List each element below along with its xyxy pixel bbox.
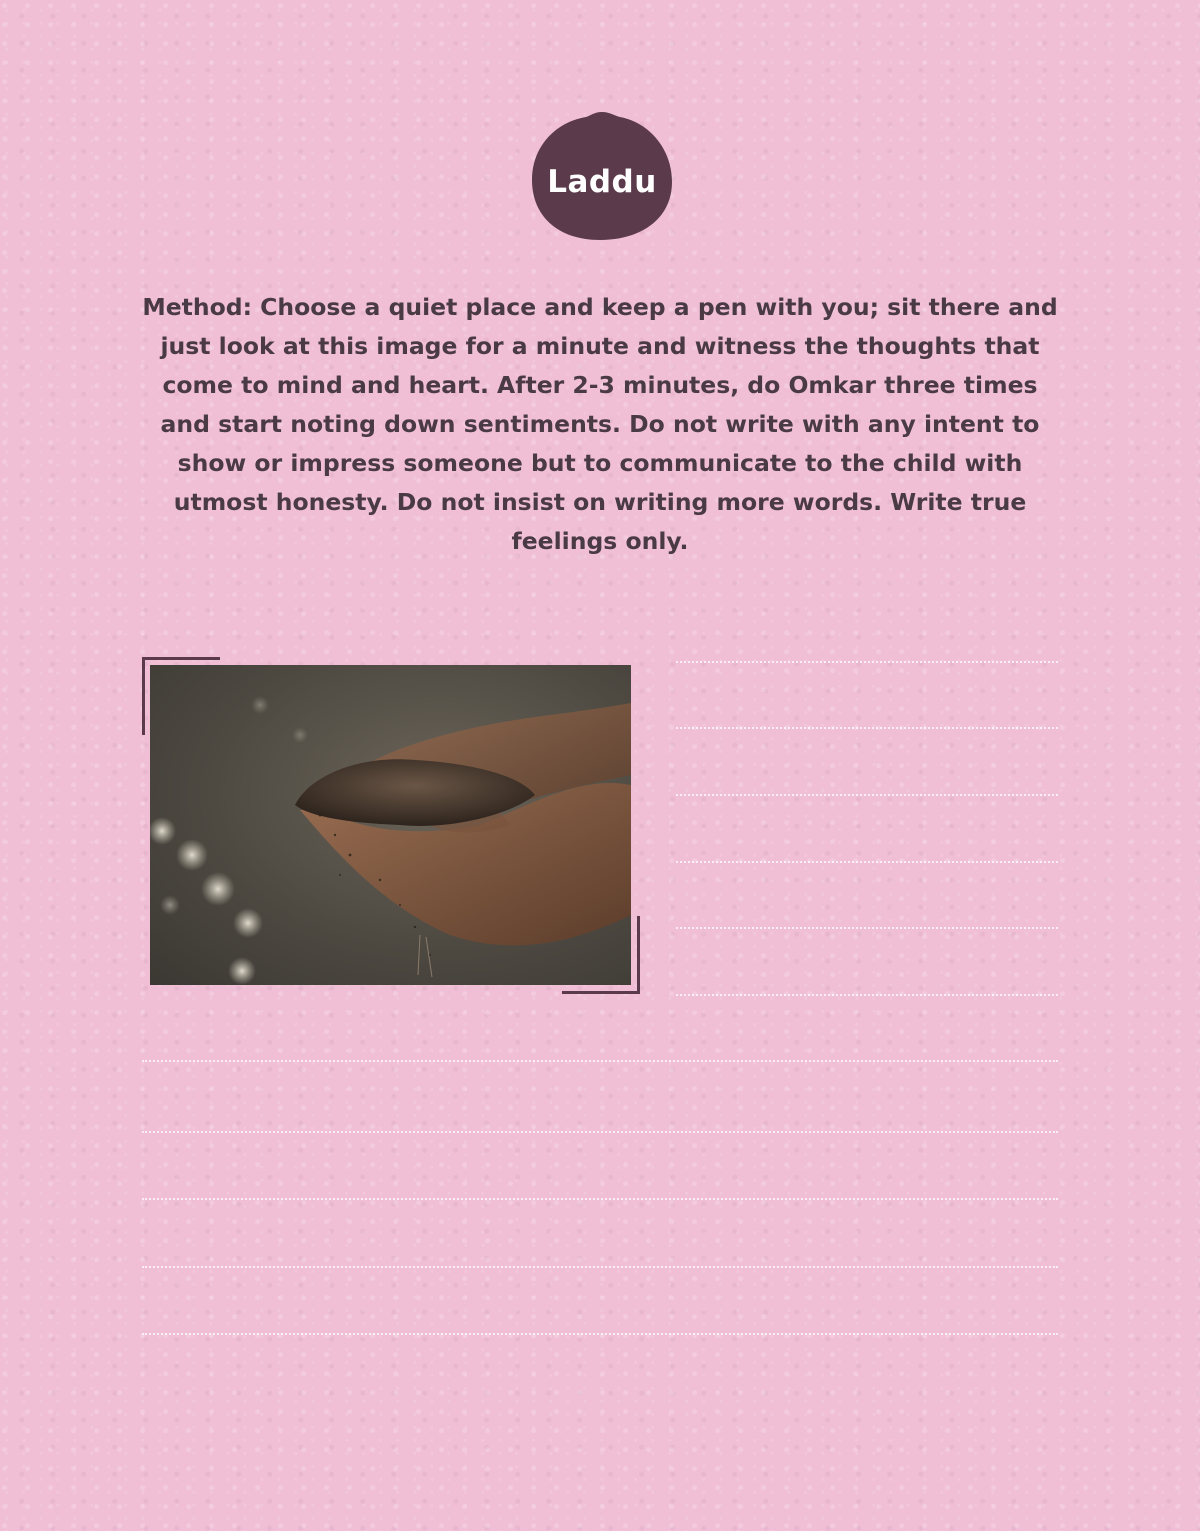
- writing-line: [676, 727, 1058, 729]
- writing-line: [676, 794, 1058, 796]
- writing-line: [142, 1198, 1058, 1200]
- logo-text: Laddu: [547, 164, 657, 200]
- writing-line: [142, 1131, 1058, 1133]
- laddu-logo: [528, 108, 676, 244]
- method-instructions: Method: Choose a quiet place and keep a pen with you; sit there and just look at this image for a minute and witness the thoughts that come to mind and heart. After 2-3 minutes, do Omkar three times and start noting down sentiments. Do not write with any intent to show or impress someone but to communicate to the child with utmost honesty. Do not insist on writing more words. Write true feelings only.: [142, 293, 1058, 555]
- hands-soil-photo: [150, 665, 631, 985]
- writing-line: [142, 1266, 1058, 1268]
- hands-holding-soil-icon: [150, 665, 631, 985]
- writing-line: [676, 861, 1058, 863]
- writing-line: [142, 1333, 1058, 1335]
- photo-frame: [142, 657, 640, 994]
- frame-corner-bottom-right-vertical: [637, 916, 640, 994]
- frame-corner-top-left: [142, 657, 220, 660]
- writing-line: [676, 994, 1058, 996]
- writing-line: [676, 927, 1058, 929]
- writing-line: [676, 661, 1058, 663]
- frame-corner-top-left-vertical: [142, 657, 145, 735]
- writing-line: [142, 1060, 1058, 1062]
- frame-corner-bottom-right: [562, 991, 640, 994]
